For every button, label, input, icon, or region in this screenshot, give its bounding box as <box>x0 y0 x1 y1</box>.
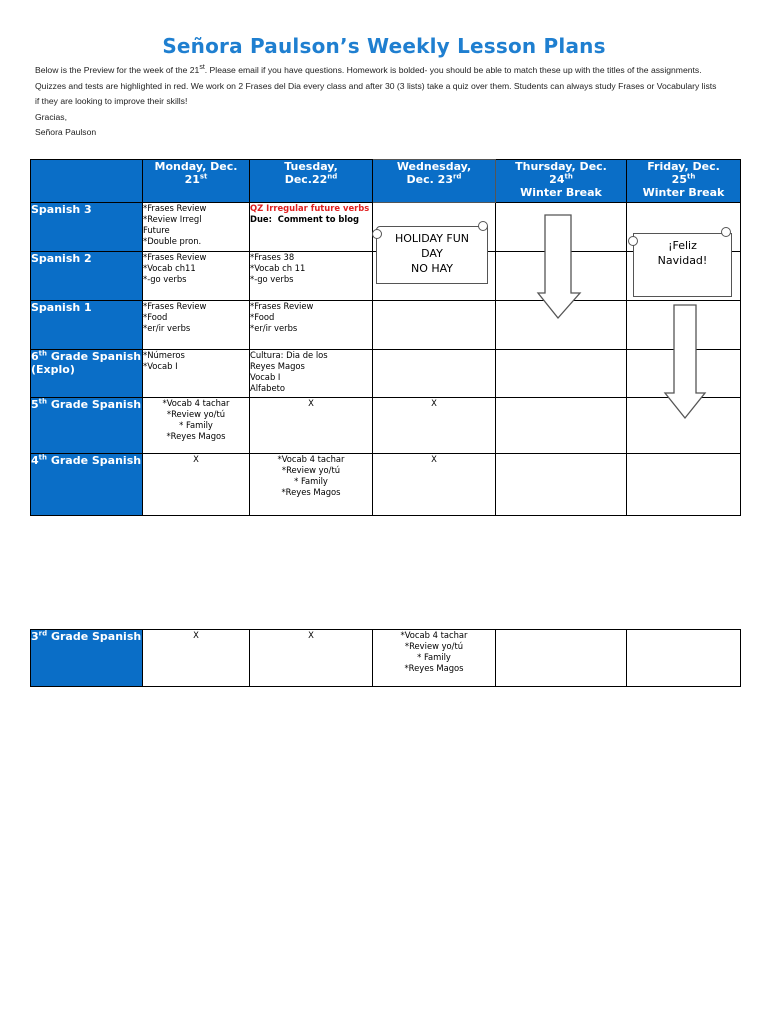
cell-spanish1-tue: *Frases Review *Food *er/ir verbs <box>250 301 373 350</box>
cell-grade3-wed: *Vocab 4 tachar *Review yo/tú * Family *Reyes Magos <box>373 630 496 687</box>
intro-line-1: Below is the Preview for the week of the 21st. Please email if you have questions. Homework is bolded- you should be able to match these up with the titles of the assignments. <box>35 64 702 75</box>
table-row <box>31 454 741 516</box>
cell-spanish3-tue <box>250 203 373 252</box>
quiz-highlight: QZ Irregular future verbs <box>250 203 370 213</box>
row-label-spanish-2: Spanish 2 <box>31 252 143 301</box>
cell-grade6-tue: Cultura: Dia de los Reyes Magos Vocab I Alfabeto <box>250 350 373 398</box>
cell-grade5-wed: X <box>373 398 496 454</box>
cell-spanish2-tue: *Frases 38 *Vocab ch 11 *-go verbs <box>250 252 373 301</box>
cell-grade3-tue: X <box>250 630 373 687</box>
cell-spanish1-wed <box>373 301 496 350</box>
arrow-down-icon <box>536 214 582 320</box>
table-row <box>31 350 741 398</box>
cell-grade3-thu <box>496 630 627 687</box>
homework-due: Due: Comment to blog <box>250 214 359 224</box>
table-row <box>31 301 741 350</box>
lesson-plan-table <box>30 159 741 516</box>
row-label-spanish-3: Spanish 3 <box>31 203 143 252</box>
scroll-curl-icon <box>372 229 382 239</box>
header-row <box>31 160 741 203</box>
cell-grade6-mon: *Números *Vocab I <box>143 350 250 398</box>
lesson-plan-table-3rd-grade <box>30 629 741 687</box>
cell-grade6-wed <box>373 350 496 398</box>
day-header-tuesday: Tuesday, Dec.22nd <box>250 160 373 203</box>
cell-grade4-tue: *Vocab 4 tachar *Review yo/tú * Family *Reyes Magos <box>250 454 373 516</box>
signature: Señora Paulson <box>35 127 97 137</box>
cell-spanish3-mon: *Frases Review *Review Irregl Future *Double pron. <box>143 203 250 252</box>
cell-grade5-thu <box>496 398 627 454</box>
day-header-wednesday: Wednesday, Dec. 23rd <box>373 160 496 203</box>
arrow-down-icon <box>663 304 707 420</box>
cell-spanish1-mon: *Frases Review *Food *er/ir verbs <box>143 301 250 350</box>
cell-grade4-fri <box>627 454 741 516</box>
intro-text <box>35 63 740 141</box>
intro-line-2: Quizzes and tests are highlighted in red. We work on 2 Frases del Dia every class and after 30 (3 lists) take a quiz over them. Students can always study Frases or Vocabulary lists <box>35 80 717 91</box>
holiday-scroll: HOLIDAY FUN DAY NO HAY <box>376 226 488 284</box>
scroll-curl-icon <box>628 236 638 246</box>
day-header-monday: Monday, Dec. 21st <box>143 160 250 203</box>
day-header-friday: Friday, Dec. 25th Winter Break <box>627 160 741 203</box>
cell-grade4-wed: X <box>373 454 496 516</box>
intro-line-3: if they are looking to improve their skills! <box>35 96 188 106</box>
feliz-navidad-scroll: ¡Feliz Navidad! <box>633 233 732 297</box>
closing: Gracias, <box>35 111 67 122</box>
row-label-3rd-grade: 3rd Grade Spanish <box>31 630 143 687</box>
cell-spanish2-mon: *Frases Review *Vocab ch11 *-go verbs <box>143 252 250 301</box>
row-label-spanish-1: Spanish 1 <box>31 301 143 350</box>
table-row <box>31 398 741 454</box>
page-title: Señora Paulson’s Weekly Lesson Plans <box>162 34 606 58</box>
scroll-curl-icon <box>478 221 488 231</box>
row-label-4th-grade: 4th Grade Spanish <box>31 454 143 516</box>
scroll-curl-icon <box>721 227 731 237</box>
day-header-thursday: Thursday, Dec. 24th Winter Break <box>496 160 627 203</box>
corner-cell <box>31 160 143 203</box>
row-label-5th-grade: 5th Grade Spanish <box>31 398 143 454</box>
cell-grade5-tue: X <box>250 398 373 454</box>
cell-grade3-fri <box>627 630 741 687</box>
cell-grade5-mon: *Vocab 4 tachar *Review yo/tú * Family *Reyes Magos <box>143 398 250 454</box>
cell-grade4-thu <box>496 454 627 516</box>
cell-grade4-mon: X <box>143 454 250 516</box>
table-row <box>31 630 741 687</box>
cell-grade3-mon: X <box>143 630 250 687</box>
cell-grade6-thu <box>496 350 627 398</box>
row-label-6th-grade: 6th Grade Spanish (Explo) <box>31 350 143 398</box>
